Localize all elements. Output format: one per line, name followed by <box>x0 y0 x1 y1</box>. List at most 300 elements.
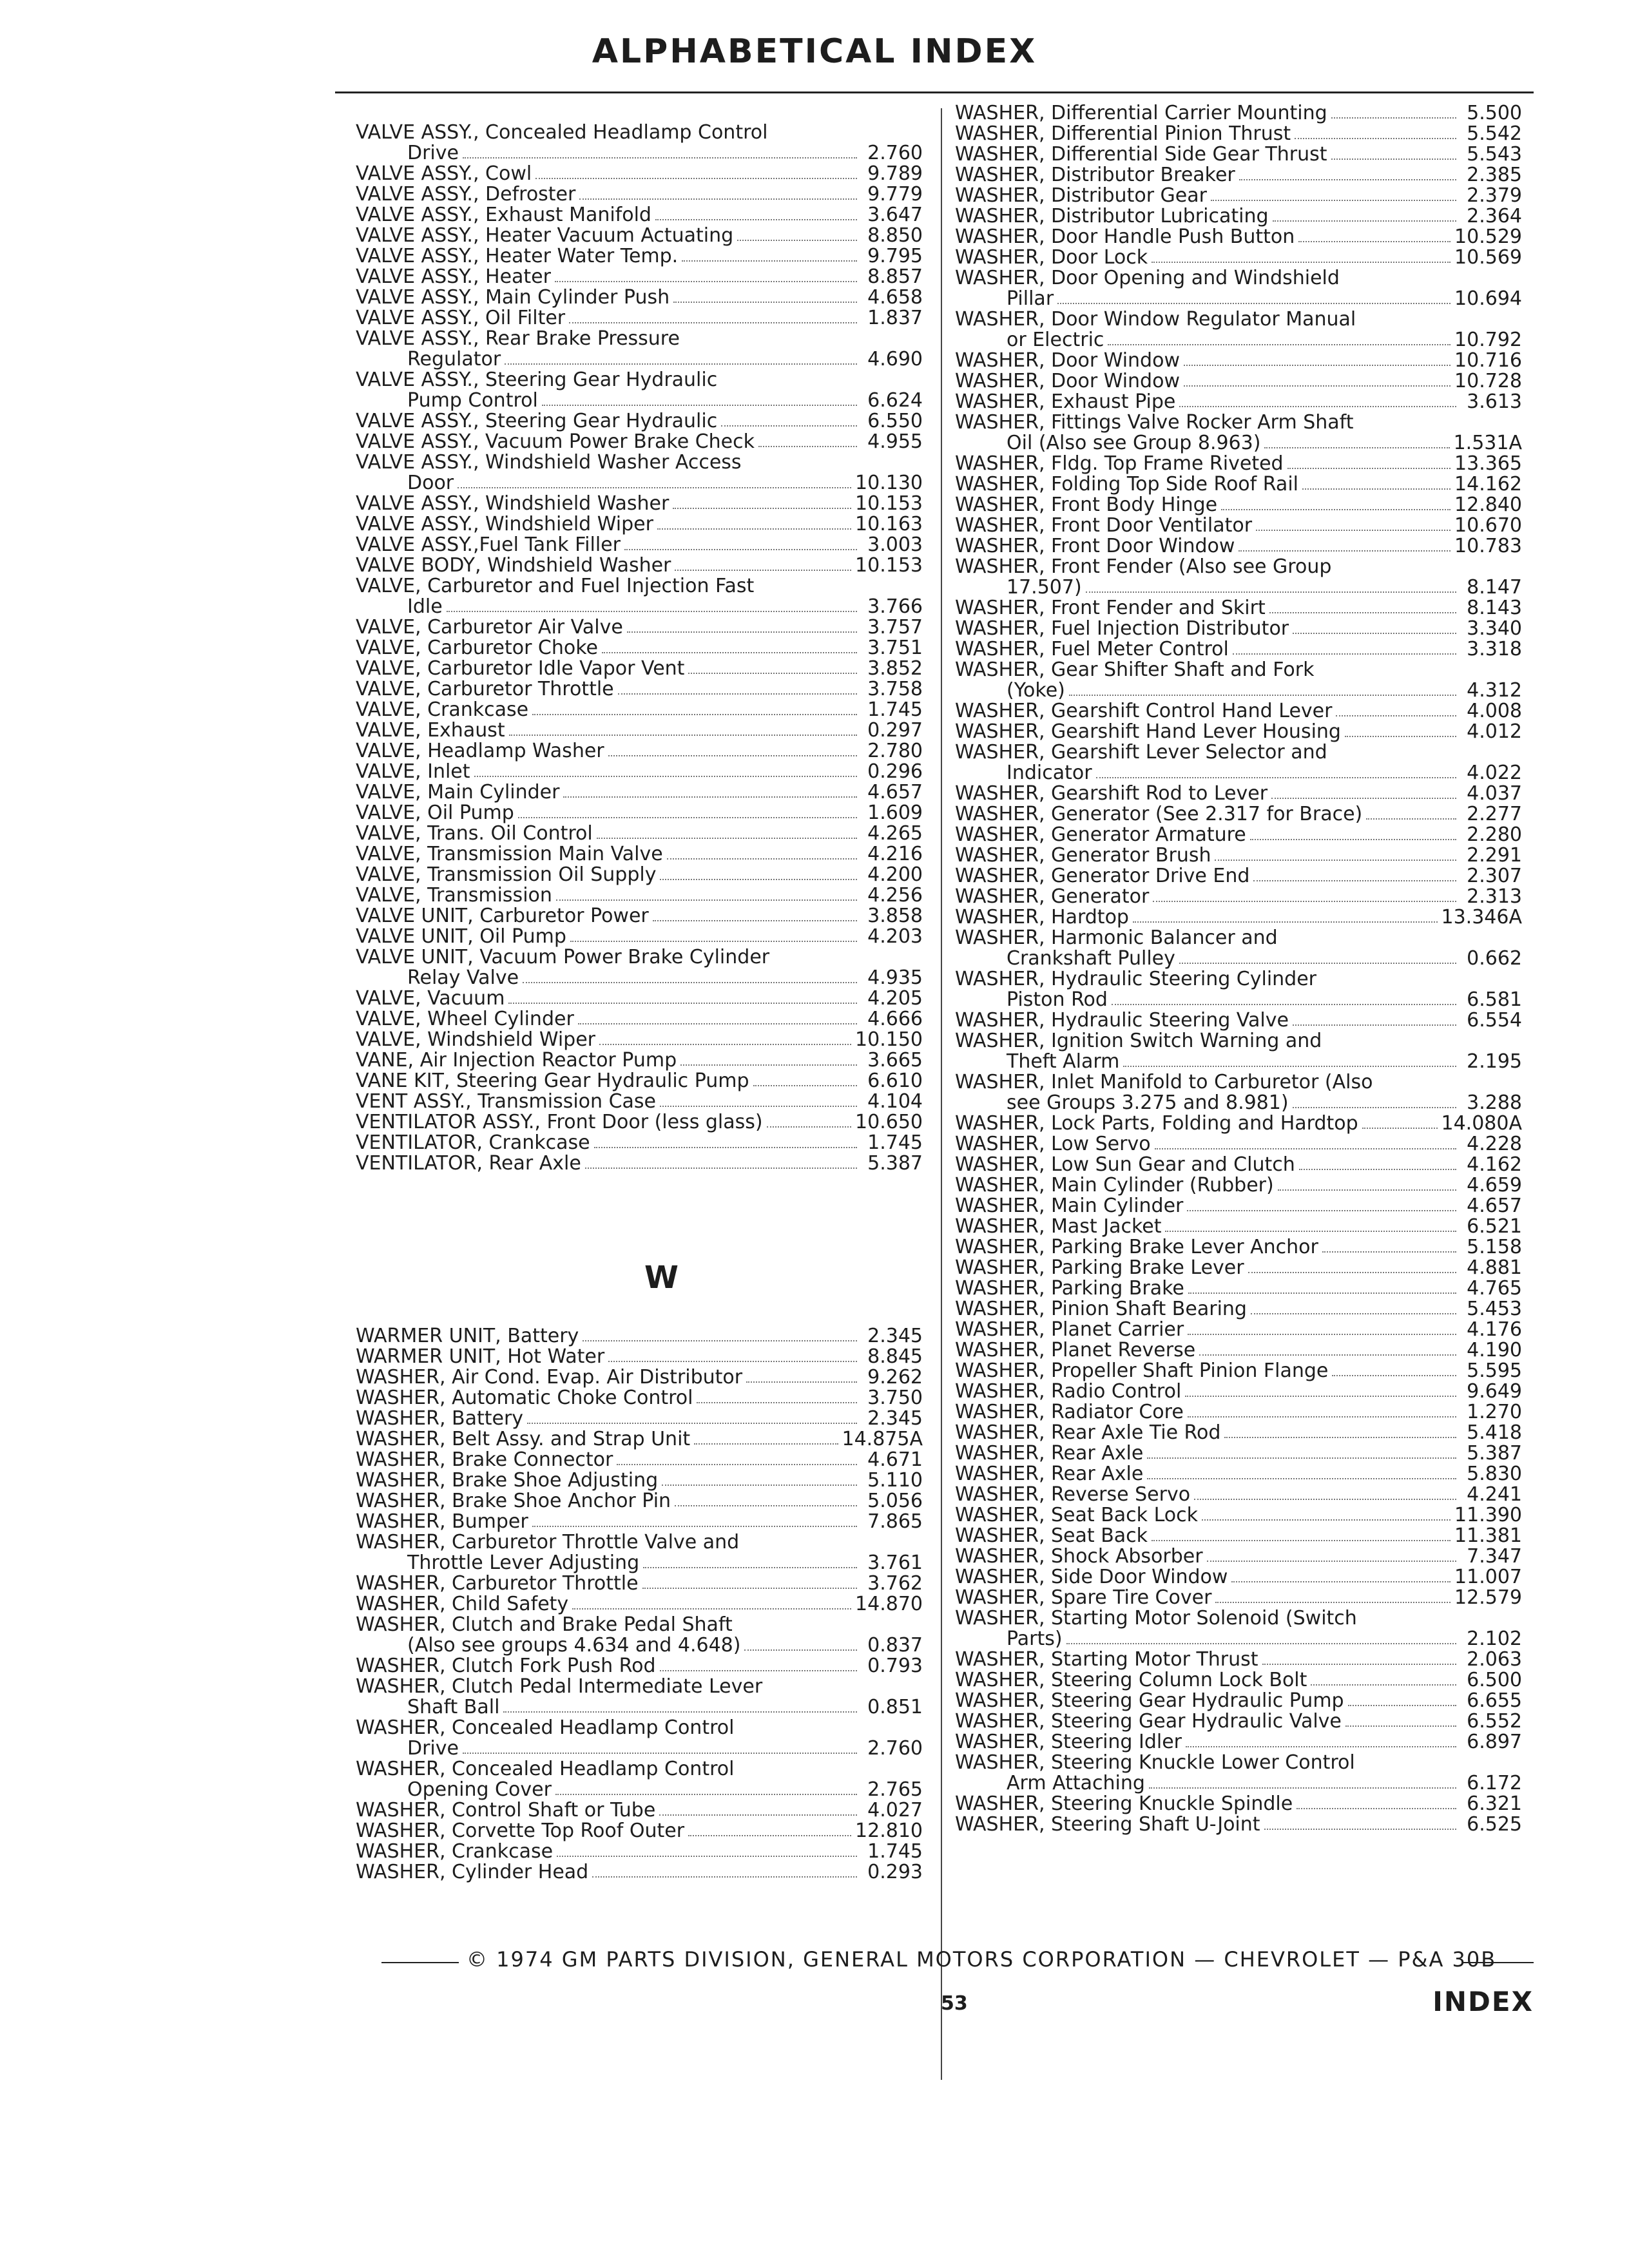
index-entry-heading: WASHER, Harmonic Balancer and <box>955 927 1278 949</box>
entry-name: WASHER, Front Door Ventilator <box>955 514 1253 537</box>
index-entry <box>955 1320 1522 1340</box>
entry-name: WASHER, Crankcase <box>356 1840 554 1863</box>
entry-name: WASHER, Parking Brake <box>955 1277 1184 1300</box>
index-entry <box>955 1814 1522 1835</box>
entry-name: WASHER, Distributor Breaker <box>955 164 1235 186</box>
index-entry <box>955 1423 1522 1443</box>
entry-name: WASHER, Generator (See 2.317 for Brace) <box>955 803 1363 825</box>
index-entry-heading: WASHER, Door Window Regulator Manual <box>955 308 1356 331</box>
index-entry <box>955 165 1522 186</box>
entry-page-ref: 14.080A <box>1441 1112 1522 1135</box>
entry-page-ref: 5.542 <box>1467 122 1522 145</box>
index-entry <box>356 968 923 988</box>
leader-dots <box>653 920 857 921</box>
leader-dots <box>688 673 857 674</box>
index-entry <box>356 1326 923 1347</box>
entry-name: WASHER, Corvette Top Roof Outer <box>356 1820 685 1842</box>
leader-dots <box>655 219 857 220</box>
entry-page-ref: 6.321 <box>1467 1792 1522 1815</box>
entry-name: Drive <box>407 1737 459 1760</box>
index-entry-heading: WASHER, Clutch and Brake Pedal Shaft <box>356 1613 733 1636</box>
entry-name: WASHER, Door Lock <box>955 246 1148 269</box>
index-entry <box>955 1052 1522 1072</box>
index-entry <box>356 164 923 184</box>
entry-name: VALVE ASSY., Main Cylinder Push <box>356 286 670 309</box>
entry-page-ref: 10.153 <box>855 554 923 577</box>
leader-dots <box>579 198 857 200</box>
leader-dots <box>1185 1396 1456 1397</box>
entry-name: WASHER, Planet Carrier <box>955 1318 1184 1341</box>
entry-page-ref: 6.552 <box>1467 1710 1522 1733</box>
entry-name: Pump Control <box>407 389 538 412</box>
index-entry <box>955 1093 1522 1113</box>
index-entry <box>356 514 923 535</box>
entry-page-ref: 12.810 <box>855 1820 923 1842</box>
leader-dots <box>570 941 857 942</box>
entry-name: VALVE, Transmission Oil Supply <box>356 863 657 886</box>
entry-name: WASHER, Parking Brake Lever Anchor <box>955 1236 1318 1258</box>
entry-page-ref: 3.852 <box>867 657 923 680</box>
leader-dots <box>1269 612 1456 613</box>
entry-page-ref: 2.765 <box>867 1778 923 1801</box>
leader-dots <box>643 1567 857 1568</box>
entry-page-ref: 6.897 <box>1467 1731 1522 1753</box>
leader-dots <box>694 1443 838 1445</box>
leader-dots <box>746 1381 857 1383</box>
index-entry <box>356 1050 923 1071</box>
leader-dots <box>1188 1293 1456 1294</box>
index-entry <box>356 782 923 803</box>
index-entry <box>955 433 1522 454</box>
entry-name: VALVE ASSY., Heater Vacuum Actuating <box>356 224 734 247</box>
section-letter: W <box>644 1260 679 1296</box>
index-entry <box>955 351 1522 371</box>
index-entry <box>955 783 1522 804</box>
index-entry <box>955 907 1522 928</box>
entry-name: VALVE, Wheel Cylinder <box>356 1008 574 1030</box>
entry-name: Opening Cover <box>407 1778 552 1801</box>
leader-dots <box>1332 1375 1456 1376</box>
entry-name: VANE KIT, Steering Gear Hydraulic Pump <box>356 1070 749 1092</box>
index-entry <box>356 1491 923 1512</box>
leader-dots <box>1096 777 1456 778</box>
leader-dots <box>1123 1066 1456 1067</box>
entry-page-ref: 8.857 <box>867 265 923 288</box>
entry-page-ref: 2.280 <box>1467 823 1522 846</box>
entry-page-ref: 4.312 <box>1467 679 1522 702</box>
leader-dots <box>673 508 851 509</box>
entry-name: Throttle Lever Adjusting <box>407 1552 640 1574</box>
entry-name: WASHER, Front Door Window <box>955 535 1235 557</box>
leader-dots <box>1184 365 1451 366</box>
entry-page-ref: 4.022 <box>1467 762 1522 784</box>
entry-name: WASHER, Starting Motor Thrust <box>955 1648 1258 1671</box>
entry-name: WASHER, Rear Axle Tie Rod <box>955 1421 1221 1444</box>
entry-page-ref: 10.670 <box>1454 514 1522 537</box>
entry-name: WASHER, Gearshift Rod to Lever <box>955 782 1268 805</box>
index-entry <box>356 432 923 452</box>
index-entry <box>356 246 923 267</box>
entry-name: VENTILATOR, Crankcase <box>356 1131 590 1154</box>
leader-dots <box>667 858 857 860</box>
leader-dots <box>1336 715 1456 716</box>
leader-dots <box>1271 798 1456 799</box>
entry-name: VALVE ASSY., Heater <box>356 265 551 288</box>
leader-dots <box>556 899 857 901</box>
entry-name: VALVE ASSY., Defroster <box>356 183 576 206</box>
entry-name: Piston Rod <box>1007 988 1108 1011</box>
entry-page-ref: 4.265 <box>867 822 923 845</box>
entry-page-ref: 10.650 <box>855 1111 923 1133</box>
entry-name: WASHER, Door Window <box>955 349 1180 372</box>
entry-page-ref: 2.277 <box>1467 803 1522 825</box>
index-entry <box>955 1691 1522 1711</box>
leader-dots <box>1250 839 1456 840</box>
index-entry <box>955 639 1522 660</box>
leader-dots <box>618 693 857 695</box>
entry-name: VALVE ASSY., Heater Water Temp. <box>356 245 679 267</box>
index-entry <box>356 1862 923 1883</box>
index-entry <box>955 1567 1522 1588</box>
index-entry <box>955 227 1522 247</box>
entry-page-ref: 3.003 <box>867 533 923 556</box>
entry-page-ref: 5.418 <box>1467 1421 1522 1444</box>
index-entry <box>955 515 1522 536</box>
index-entry <box>356 287 923 308</box>
index-entry <box>955 1629 1522 1649</box>
entry-page-ref: 3.750 <box>867 1387 923 1409</box>
entry-page-ref: 0.662 <box>1467 947 1522 970</box>
entry-page-ref: 9.649 <box>1467 1380 1522 1403</box>
entry-page-ref: 6.521 <box>1467 1215 1522 1238</box>
index-entry <box>356 1841 923 1862</box>
entry-page-ref: 3.761 <box>867 1552 923 1574</box>
leader-dots <box>697 1402 857 1403</box>
leader-dots <box>1299 1169 1456 1170</box>
index-entry <box>955 124 1522 144</box>
leader-dots <box>463 157 857 159</box>
index-entry-heading: WASHER, Door Opening and Windshield <box>955 267 1340 289</box>
entry-page-ref: 6.624 <box>867 389 923 412</box>
entry-page-ref: 1.270 <box>1467 1401 1522 1423</box>
entry-page-ref: 10.130 <box>855 472 923 494</box>
entry-name: WASHER, Reverse Servo <box>955 1483 1191 1506</box>
entry-name: WASHER, Distributor Lubricating <box>955 205 1269 227</box>
index-entry <box>356 741 923 762</box>
index-entry <box>356 1697 923 1718</box>
entry-name: WASHER, Pinion Shaft Bearing <box>955 1298 1247 1320</box>
index-entry <box>356 1367 923 1388</box>
entry-name: WASHER, Steering Shaft U-Joint <box>955 1813 1260 1836</box>
index-entry <box>955 1443 1522 1464</box>
index-entry-heading: VALVE UNIT, Vacuum Power Brake Cylinder <box>356 946 770 968</box>
leader-dots <box>585 1168 857 1169</box>
entry-name: WASHER, Generator Armature <box>955 823 1246 846</box>
leader-dots <box>505 363 857 365</box>
entry-page-ref: 4.162 <box>1467 1153 1522 1176</box>
entry-name: WASHER, Side Door Window <box>955 1566 1228 1588</box>
index-entry <box>955 1794 1522 1814</box>
entry-page-ref: 3.858 <box>867 905 923 927</box>
entry-name: WASHER, Radiator Core <box>955 1401 1184 1423</box>
index-entry <box>356 535 923 555</box>
entry-name: Idle <box>407 595 443 618</box>
index-entry <box>955 1588 1522 1608</box>
index-entry <box>356 762 923 782</box>
entry-name: WASHER, Differential Pinion Thrust <box>955 122 1291 145</box>
entry-name: WASHER, Gearshift Hand Lever Housing <box>955 720 1341 743</box>
entry-page-ref: 5.387 <box>1467 1442 1522 1465</box>
index-entry-heading: WASHER, Gear Shifter Shaft and Fork <box>955 658 1315 681</box>
index-entry <box>356 1009 923 1030</box>
index-entry <box>356 597 923 617</box>
leader-dots <box>659 1814 857 1816</box>
leader-dots <box>767 1126 851 1128</box>
index-entry <box>356 865 923 885</box>
entry-page-ref: 4.256 <box>867 884 923 907</box>
index-entry <box>955 1278 1522 1299</box>
entry-page-ref: 2.307 <box>1467 865 1522 887</box>
index-entry <box>955 1258 1522 1278</box>
footer-copyright: © 1974 GM PARTS DIVISION, GENERAL MOTORS CORPORATION — CHEVROLET — P&A 30B <box>467 1947 1497 1972</box>
index-entry <box>356 720 923 741</box>
leader-dots <box>569 322 857 323</box>
entry-name: Door <box>407 472 454 494</box>
leader-dots <box>1086 591 1456 593</box>
entry-page-ref: 4.659 <box>1467 1174 1522 1196</box>
leader-dots <box>592 1876 857 1878</box>
entry-name: WASHER, Door Window <box>955 370 1180 392</box>
entry-page-ref: 10.153 <box>855 492 923 515</box>
leader-dots <box>608 1361 857 1362</box>
leader-dots <box>1224 1437 1456 1438</box>
entry-name: VALVE, Trans. Oil Control <box>356 822 593 845</box>
leader-dots <box>555 1794 857 1795</box>
index-entry <box>356 1030 923 1050</box>
leader-dots <box>1287 468 1451 469</box>
entry-name: WASHER, Folding Top Side Roof Rail <box>955 473 1298 495</box>
entry-page-ref: 0.293 <box>867 1861 923 1883</box>
entry-page-ref: 2.102 <box>1467 1628 1522 1650</box>
entry-page-ref: 8.143 <box>1467 597 1522 619</box>
leader-dots <box>1345 1725 1456 1727</box>
leader-dots <box>508 1003 857 1004</box>
leader-dots <box>1293 1107 1456 1108</box>
entry-page-ref: 3.318 <box>1467 638 1522 660</box>
index-entry-heading: WASHER, Carburetor Throttle Valve and <box>356 1531 740 1553</box>
entry-page-ref: 2.760 <box>867 1737 923 1760</box>
entry-page-ref: 6.581 <box>1467 988 1522 1011</box>
entry-page-ref: 5.500 <box>1467 102 1522 124</box>
entry-page-ref: 8.845 <box>867 1345 923 1368</box>
entry-page-ref: 5.387 <box>867 1152 923 1175</box>
column-divider <box>941 108 942 2080</box>
index-entry <box>955 845 1522 866</box>
entry-name: VALVE, Carburetor Choke <box>356 637 599 659</box>
index-entry <box>955 392 1522 412</box>
leader-dots <box>675 1505 857 1506</box>
entry-page-ref: 10.150 <box>855 1028 923 1051</box>
entry-name: VALVE ASSY., Windshield Wiper <box>356 513 653 535</box>
entry-page-ref: 2.780 <box>867 740 923 762</box>
entry-name: WASHER, Parking Brake Lever <box>955 1256 1244 1279</box>
leader-dots <box>1248 1272 1456 1273</box>
entry-page-ref: 1.745 <box>867 1131 923 1154</box>
index-entry <box>955 330 1522 351</box>
entry-name: WASHER, Steering Gear Hydraulic Pump <box>955 1689 1344 1712</box>
leader-dots <box>597 838 857 839</box>
entry-page-ref: 5.830 <box>1467 1463 1522 1485</box>
leader-dots <box>532 714 857 715</box>
entry-page-ref: 4.658 <box>867 286 923 309</box>
leader-dots <box>1165 1231 1456 1232</box>
index-entry-heading: VALVE ASSY., Steering Gear Hydraulic <box>356 369 718 391</box>
entry-page-ref: 4.104 <box>867 1090 923 1113</box>
entry-name: WASHER, Mast Jacket <box>955 1215 1162 1238</box>
index-entry-heading: WASHER, Starting Motor Solenoid (Switch <box>955 1607 1357 1629</box>
index-entry <box>955 536 1522 557</box>
entry-name: Pillar <box>1007 287 1054 310</box>
leader-dots <box>1147 1457 1456 1459</box>
entry-name: or Electric <box>1007 329 1104 351</box>
entry-page-ref: 6.610 <box>867 1070 923 1092</box>
index-entry <box>955 1485 1522 1505</box>
leader-dots <box>1152 1540 1451 1541</box>
entry-page-ref: 1.531A <box>1453 432 1522 454</box>
index-entry <box>356 1780 923 1800</box>
index-entry <box>955 763 1522 783</box>
leader-dots <box>527 1423 857 1424</box>
entry-name: WASHER, Planet Reverse <box>955 1339 1196 1361</box>
index-entry <box>955 1216 1522 1237</box>
index-entry-heading: WASHER, Inlet Manifold to Carburetor (Also <box>955 1071 1373 1093</box>
leader-dots <box>721 425 857 427</box>
entry-name: VALVE UNIT, Carburetor Power <box>356 905 649 927</box>
entry-name: WASHER, Fuel Injection Distributor <box>955 617 1289 640</box>
entry-page-ref: 5.056 <box>867 1490 923 1512</box>
entry-name: 17.507) <box>1007 576 1082 599</box>
entry-name: VALVE, Transmission <box>356 884 552 907</box>
index-entry <box>955 1361 1522 1381</box>
entry-name: WASHER, Shock Absorber <box>955 1545 1203 1568</box>
leader-dots <box>1264 447 1449 448</box>
index-entry <box>356 1635 923 1656</box>
entry-page-ref: 2.364 <box>1467 205 1522 227</box>
entry-page-ref: 4.671 <box>867 1448 923 1471</box>
leader-dots <box>1057 303 1451 304</box>
index-entry <box>955 1546 1522 1567</box>
index-entry <box>356 1112 923 1133</box>
entry-page-ref: 14.870 <box>855 1593 923 1615</box>
entry-name: WASHER, Front Body Hinge <box>955 494 1218 516</box>
entry-page-ref: 3.665 <box>867 1049 923 1072</box>
right-column <box>955 103 1522 1835</box>
entry-page-ref: 4.205 <box>867 987 923 1010</box>
leader-dots <box>1188 1416 1456 1418</box>
index-entry <box>356 1512 923 1532</box>
index-entry <box>356 927 923 947</box>
entry-name: VALVE, Inlet <box>356 760 470 783</box>
leader-dots <box>627 631 857 633</box>
index-entry <box>955 1010 1522 1031</box>
index-entry <box>356 803 923 823</box>
entry-page-ref: 0.793 <box>867 1655 923 1677</box>
entry-page-ref: 2.313 <box>1467 885 1522 908</box>
entry-page-ref: 5.595 <box>1467 1360 1522 1382</box>
leader-dots <box>682 260 857 262</box>
index-entry <box>356 844 923 865</box>
entry-name: WASHER, Generator <box>955 885 1150 908</box>
entry-name: VALVE, Transmission Main Valve <box>356 843 663 865</box>
index-entry <box>955 990 1522 1010</box>
entry-name: WASHER, Seat Back Lock <box>955 1504 1198 1526</box>
leader-dots <box>1348 1705 1456 1706</box>
entry-page-ref: 2.291 <box>1467 844 1522 867</box>
entry-name: WASHER, Brake Connector <box>356 1448 613 1471</box>
leader-dots <box>599 1044 851 1045</box>
leader-dots <box>758 446 857 447</box>
entry-name: WASHER, Lock Parts, Folding and Hardtop <box>955 1112 1358 1135</box>
leader-dots <box>660 879 857 880</box>
leader-dots <box>1133 921 1438 923</box>
entry-name: Regulator <box>407 348 501 370</box>
page-number: 53 <box>941 1992 968 2015</box>
entry-name: WASHER, Steering Gear Hydraulic Valve <box>955 1710 1342 1733</box>
entry-page-ref: 11.390 <box>1454 1504 1522 1526</box>
index-entry <box>955 1711 1522 1732</box>
footer-rule-right <box>1463 1962 1534 1963</box>
index-entry <box>356 349 923 370</box>
entry-name: VALVE ASSY., Exhaust Manifold <box>356 204 651 226</box>
entry-name: VALVE, Crankcase <box>356 698 529 721</box>
leader-dots <box>744 1649 857 1651</box>
index-entry <box>955 454 1522 474</box>
leader-dots <box>1215 1602 1451 1603</box>
entry-page-ref: 6.500 <box>1467 1669 1522 1691</box>
index-entry <box>356 226 923 246</box>
leader-dots <box>680 1064 857 1066</box>
entry-page-ref: 4.241 <box>1467 1483 1522 1506</box>
entry-name: VALVE ASSY., Windshield Washer <box>356 492 670 515</box>
leader-dots <box>1253 880 1456 881</box>
index-entry <box>356 1071 923 1091</box>
entry-page-ref: 3.340 <box>1467 617 1522 640</box>
entry-page-ref: 2.760 <box>867 142 923 164</box>
index-entry <box>356 1594 923 1615</box>
entry-page-ref: 4.657 <box>867 781 923 803</box>
index-entry <box>356 823 923 844</box>
index-entry <box>955 598 1522 619</box>
leader-dots <box>1152 262 1451 263</box>
entry-page-ref: 2.345 <box>867 1325 923 1347</box>
index-entry <box>356 1553 923 1573</box>
leader-dots <box>1069 695 1456 696</box>
index-entry <box>955 206 1522 227</box>
index-entry <box>955 804 1522 825</box>
leader-dots <box>1273 220 1456 222</box>
index-entry-heading: VALVE, Carburetor and Fuel Injection Fast <box>356 575 755 597</box>
entry-name: WASHER, Generator Brush <box>955 844 1211 867</box>
index-entry <box>356 700 923 720</box>
entry-page-ref: 0.837 <box>867 1634 923 1657</box>
index-entry <box>356 1133 923 1153</box>
entry-name: WASHER, Radio Control <box>955 1380 1182 1403</box>
entry-name: VALVE, Carburetor Air Valve <box>356 616 623 639</box>
leader-dots <box>660 1670 857 1671</box>
entry-page-ref: 14.162 <box>1454 473 1522 495</box>
entry-page-ref: 11.381 <box>1454 1524 1522 1547</box>
leader-dots <box>1366 818 1456 820</box>
